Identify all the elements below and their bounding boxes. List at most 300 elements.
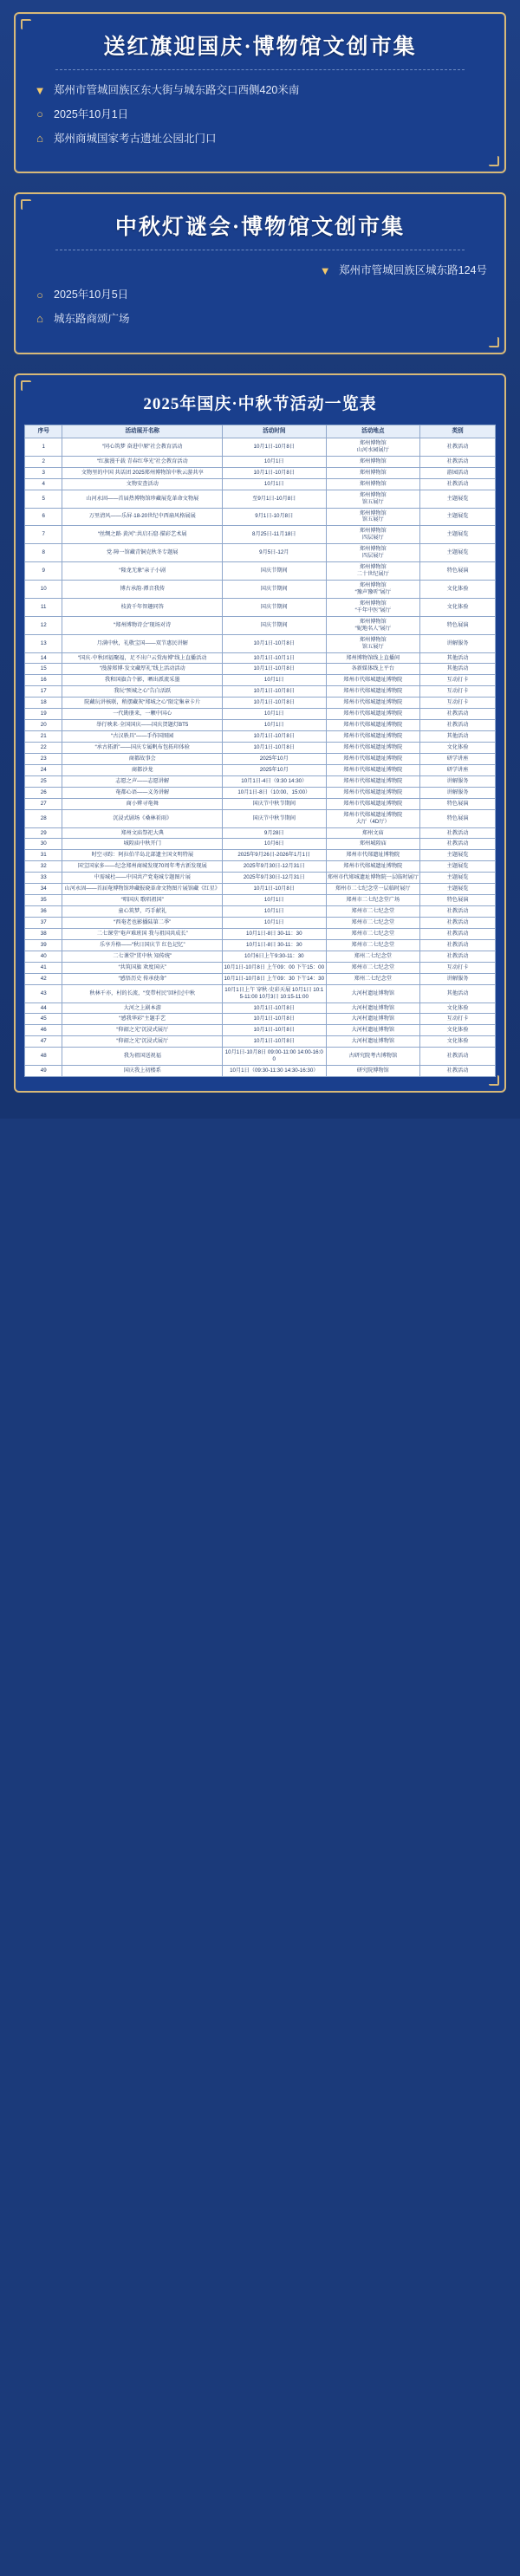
cell-time: 10月1日-10月8日 bbox=[223, 1025, 326, 1036]
cell-category: 主题展览 bbox=[420, 526, 496, 544]
activity-table-card bbox=[14, 373, 506, 1093]
cell-place: 郑州博物馆 馆五展厅 bbox=[326, 634, 420, 652]
cell-place: 郑州市二七纪念堂 bbox=[326, 962, 420, 973]
cell-category: 社教活动 bbox=[420, 720, 496, 731]
cell-category: 互动打卡 bbox=[420, 962, 496, 973]
cell-category: 互动打卡 bbox=[420, 675, 496, 686]
cell-index: 30 bbox=[25, 839, 62, 850]
cell-category: 社教活动 bbox=[420, 839, 496, 850]
table-row bbox=[25, 798, 496, 809]
cell-index: 4 bbox=[25, 478, 62, 490]
cell-time: 10月1日-10月8日 bbox=[223, 1014, 326, 1025]
cell-place: 郑州博物馆 馆五展厅 bbox=[326, 490, 420, 508]
table-row bbox=[25, 973, 496, 984]
cell-time: 10月1日-8日（10:00、15:00） bbox=[223, 787, 326, 798]
table-row bbox=[25, 490, 496, 508]
poster-page bbox=[0, 0, 520, 1119]
cell-category: 社教活动 bbox=[420, 827, 496, 839]
cell-index: 19 bbox=[25, 709, 62, 720]
cell-name: “郑州博物诗会”现场对诗 bbox=[62, 616, 223, 634]
cell-index: 11 bbox=[25, 598, 62, 616]
cell-place: 郑州市代郧城遗址博物院 bbox=[326, 686, 420, 698]
table-row bbox=[25, 478, 496, 490]
cell-time: 国庆节中秋节期间 bbox=[223, 798, 326, 809]
cell-place: 郑州博物馆 四层展厅 bbox=[326, 544, 420, 562]
cell-name: 二七课堂“贯中秋 知传统” bbox=[62, 951, 223, 962]
event-card-2 bbox=[14, 192, 506, 354]
cell-index: 12 bbox=[25, 616, 62, 634]
cell-index: 47 bbox=[25, 1036, 62, 1048]
cell-category: 社教活动 bbox=[420, 438, 496, 456]
cell-place: 郑州市代郧城遗址博物院 bbox=[326, 698, 420, 709]
cell-time: 10月1日-10月8日 bbox=[223, 664, 326, 675]
table-row bbox=[25, 884, 496, 895]
cell-time: 9月5日-12月 bbox=[223, 544, 326, 562]
cell-name: 志愿之声——志愿讲解 bbox=[62, 775, 223, 787]
table-row bbox=[25, 839, 496, 850]
cell-index: 13 bbox=[25, 634, 62, 652]
cell-place: 郑州博物馆 “妮地名人”展厅 bbox=[326, 616, 420, 634]
event-card-2-date: 2025年10月5日 bbox=[54, 289, 129, 301]
event-card-1-title: 送红旗迎国庆·博物馆文创市集 bbox=[103, 36, 417, 59]
cell-time: 10月6日上午9:30-11：30 bbox=[223, 951, 326, 962]
cell-name: “感我华彩”主题手艺 bbox=[62, 1014, 223, 1025]
cell-index: 15 bbox=[25, 664, 62, 675]
table-row bbox=[25, 809, 496, 827]
table-row bbox=[25, 743, 496, 754]
cell-time: 10月1日-8日 30-11：30 bbox=[223, 939, 326, 951]
cell-time: 10月1日 bbox=[223, 906, 326, 918]
cell-index: 20 bbox=[25, 720, 62, 731]
cell-category: 主题展览 bbox=[420, 508, 496, 526]
table-row bbox=[25, 675, 496, 686]
cell-name: 月满中秋，礼敬宝国——双节惠民讲解 bbox=[62, 634, 223, 652]
cell-time: 2025年9月30日-12月31日 bbox=[223, 873, 326, 884]
cell-name: “隆龙无象”亲子小剧 bbox=[62, 562, 223, 581]
table-row bbox=[25, 827, 496, 839]
cell-place: 郑州市代郧城遗址博物院 bbox=[326, 753, 420, 764]
cell-place: 郑州市代郧城遗址博物院 bbox=[326, 675, 420, 686]
cell-name: 文物里的中国 共话团 2025郑州博物馆中秋云游共享 bbox=[62, 467, 223, 478]
cell-time: 10月1日 bbox=[223, 720, 326, 731]
cell-name: 国宝国家多——纪念郑州商城发现70周年考古新发现展 bbox=[62, 861, 223, 873]
cell-name: “丝绸之路·黄河”:共启石窟·描彩艺术展 bbox=[62, 526, 223, 544]
table-row bbox=[25, 652, 496, 664]
cell-category: 互动打卡 bbox=[420, 686, 496, 698]
cell-category: 文化体验 bbox=[420, 1002, 496, 1014]
cell-time: 10月1日-10月8日 bbox=[223, 438, 326, 456]
cell-name: 商都沙龙 bbox=[62, 764, 223, 775]
cell-category: 主题展览 bbox=[420, 884, 496, 895]
cell-category: 文化体验 bbox=[420, 598, 496, 616]
cell-time: 国庆节期间 bbox=[223, 562, 326, 581]
cell-category: 主题展览 bbox=[420, 544, 496, 562]
cell-place: 郑州博物馆 “豫声豫听”展厅 bbox=[326, 581, 420, 599]
cell-time: 国庆节期间 bbox=[223, 598, 326, 616]
cell-time: 国庆节期间 bbox=[223, 616, 326, 634]
table-row bbox=[25, 850, 496, 861]
cell-name: 乐享升格——“秋日国庆节 红色记忆” bbox=[62, 939, 223, 951]
cell-name: 时空寻踪：阿拉伯半岛北部遗主国文明特展 bbox=[62, 850, 223, 861]
cell-place: 大河村遗址博物馆 bbox=[326, 1036, 420, 1048]
cell-name: 中需城杜——中国共产党奄城专题图片展 bbox=[62, 873, 223, 884]
cell-name: 党·障一馆藏青铜克秋冬专题展 bbox=[62, 544, 223, 562]
cell-index: 33 bbox=[25, 873, 62, 884]
cell-index: 17 bbox=[25, 686, 62, 698]
cell-category: 主题展览 bbox=[420, 850, 496, 861]
cell-time: 10月1日 bbox=[223, 895, 326, 906]
cell-category: 特色展演 bbox=[420, 798, 496, 809]
table-row bbox=[25, 581, 496, 599]
cell-index: 43 bbox=[25, 984, 62, 1002]
cell-index: 38 bbox=[25, 928, 62, 939]
cell-time: 10月1日-10月8日 bbox=[223, 467, 326, 478]
cell-time: 10月1日-10月8日 bbox=[223, 743, 326, 754]
event-card-1-date: 2025年10月1日 bbox=[54, 107, 129, 120]
table-row bbox=[25, 720, 496, 731]
cell-time: 2025年10月 bbox=[223, 764, 326, 775]
cell-index: 10 bbox=[25, 581, 62, 599]
cell-time: 至9月1日-10月8日 bbox=[223, 490, 326, 508]
table-row bbox=[25, 1002, 496, 1014]
table-row bbox=[25, 544, 496, 562]
cell-time: 10月1日-10月8日 上午09：30 下午14：30 bbox=[223, 973, 326, 984]
cell-time: 10月1日 bbox=[223, 456, 326, 467]
cell-name: “国庆·中秋团福聚福，足不出户云赏海博”线上直播活动 bbox=[62, 652, 223, 664]
table-row bbox=[25, 1066, 496, 1077]
cell-place: 郑州博物馆 bbox=[326, 467, 420, 478]
cell-time: 10月1日-10月8日 09:00-11:00 14:00-16:00 bbox=[223, 1048, 326, 1066]
cell-place: 郑州博物馆线上直播间 bbox=[326, 652, 420, 664]
cell-category: 文化体验 bbox=[420, 1036, 496, 1048]
cell-name: 沉浸式剧场《桑林祈雨》 bbox=[62, 809, 223, 827]
cell-name: 大河之上剧本游 bbox=[62, 1002, 223, 1014]
cell-time: 10月1日-10月8日 bbox=[223, 634, 326, 652]
table-row bbox=[25, 709, 496, 720]
cell-place: 郑州文庙 bbox=[326, 827, 420, 839]
cell-place: 大河村遗址博物馆 bbox=[326, 1014, 420, 1025]
cell-place: 郑州博物馆 bbox=[326, 478, 420, 490]
col-time: 活动时间 bbox=[223, 425, 326, 438]
table-row bbox=[25, 731, 496, 743]
cell-index: 49 bbox=[25, 1066, 62, 1077]
cell-name: “仰韶之光”沉浸式展厅 bbox=[62, 1036, 223, 1048]
cell-category: 社教活动 bbox=[420, 918, 496, 929]
cell-index: 31 bbox=[25, 850, 62, 861]
location-pin-icon: ▼ bbox=[34, 83, 46, 97]
cell-place: 郑州博物馆 “千年中医”展厅 bbox=[326, 598, 420, 616]
cell-place: 郑州博物馆 四层展厅 bbox=[326, 526, 420, 544]
event-card-2-venue: 城东路商颂广场 bbox=[54, 312, 130, 325]
cell-index: 29 bbox=[25, 827, 62, 839]
cell-index: 5 bbox=[25, 490, 62, 508]
cell-time: 10月1日-10月8日 bbox=[223, 1002, 326, 1014]
event-card-2-title: 中秋灯谜会·博物馆文创市集 bbox=[114, 216, 406, 240]
cell-time: 10月1日-10月8日 bbox=[223, 731, 326, 743]
cell-category: 社教活动 bbox=[420, 478, 496, 490]
cell-index: 6 bbox=[25, 508, 62, 526]
cell-time: 10月1日-8日 30-11：30 bbox=[223, 928, 326, 939]
table-row bbox=[25, 467, 496, 478]
event-card-1-location: 郑州市管城回族区东大街与城东路交口西侧420米南 bbox=[54, 84, 300, 96]
cell-place: 郑州市代郧城遗址博物院 bbox=[326, 764, 420, 775]
cell-place: 大河村遗址博物馆 bbox=[326, 984, 420, 1002]
cell-name: 童心筑梦，巧手献礼 bbox=[62, 906, 223, 918]
cell-time: 2025年10月 bbox=[223, 753, 326, 764]
cell-place: 郑州市二七纪念堂 bbox=[326, 928, 420, 939]
cell-name: 院藏玩讲核联，稍摆藏灰“郑城之心”限定集章卡片 bbox=[62, 698, 223, 709]
table-row bbox=[25, 775, 496, 787]
cell-name: 山河永固——首届奄博物馆珍藏报晓革命文物图片展馆藏《红星》 bbox=[62, 884, 223, 895]
cell-place: 郑州市代郧城遗址博物院一层临时展厅 bbox=[326, 873, 420, 884]
table-row bbox=[25, 753, 496, 764]
table-row bbox=[25, 562, 496, 581]
cell-time: 10月1日-10月1日 bbox=[223, 652, 326, 664]
cell-place: 郑州市代郧城遗址博物院 bbox=[326, 787, 420, 798]
cell-place: 郑州博物馆 bbox=[326, 456, 420, 467]
cell-index: 8 bbox=[25, 544, 62, 562]
cell-category: 特色展演 bbox=[420, 809, 496, 827]
cell-place: 郑州市二七纪念堂 bbox=[326, 918, 420, 929]
cell-name: “共筑国旗 欢度国庆” bbox=[62, 962, 223, 973]
table-row bbox=[25, 873, 496, 884]
cell-index: 48 bbox=[25, 1048, 62, 1066]
cell-category: 其他活动 bbox=[420, 664, 496, 675]
cell-index: 22 bbox=[25, 743, 62, 754]
cell-index: 1 bbox=[25, 438, 62, 456]
cell-place: 郑州市二七纪念堂广场 bbox=[326, 895, 420, 906]
cell-category: 研学讲座 bbox=[420, 753, 496, 764]
cell-category: 文化体验 bbox=[420, 581, 496, 599]
cell-place: 郑州市代郧城遗址博物院 bbox=[326, 720, 420, 731]
cell-category: 社教活动 bbox=[420, 1066, 496, 1077]
cell-index: 14 bbox=[25, 652, 62, 664]
table-row bbox=[25, 508, 496, 526]
cell-name: 举行映来·全国国庆——国庆贺题灯BT5 bbox=[62, 720, 223, 731]
cell-category: 讲解服务 bbox=[420, 787, 496, 798]
cell-category: 社教活动 bbox=[420, 906, 496, 918]
cell-category: 主题展览 bbox=[420, 861, 496, 873]
cell-place: 郑州市代郧城遗址博物院 bbox=[326, 709, 420, 720]
table-row bbox=[25, 1014, 496, 1025]
event-card-1-venue: 郑州商城国家考古遗址公园北门口 bbox=[54, 132, 217, 145]
cell-category: 文化体验 bbox=[420, 743, 496, 754]
cell-name: 博古承韵·潭音我传 bbox=[62, 581, 223, 599]
cell-time: 国庆节期间 bbox=[223, 581, 326, 599]
cell-time: 国庆节中秋节期间 bbox=[223, 809, 326, 827]
event-card-2-venue-row bbox=[33, 311, 487, 328]
cell-time: 10月1日-10月8日 bbox=[223, 686, 326, 698]
table-row bbox=[25, 787, 496, 798]
cell-place: 郑州市代郧遗址博物院 bbox=[326, 850, 420, 861]
table-row bbox=[25, 764, 496, 775]
cell-place: 郑州二七纪念堂 bbox=[326, 973, 420, 984]
cell-name: 山河永固——首届热博物馆珍藏展览革命文物展 bbox=[62, 490, 223, 508]
cell-name: 秋林千亦，村的长流，“变带村民”回村过中秋 bbox=[62, 984, 223, 1002]
cell-place: 郑州市代郧城遗址博物院 bbox=[326, 731, 420, 743]
cell-place: 古研究院考古博物馆 bbox=[326, 1048, 420, 1066]
table-row bbox=[25, 616, 496, 634]
cell-category: 讲解服务 bbox=[420, 775, 496, 787]
cell-index: 23 bbox=[25, 753, 62, 764]
cell-index: 40 bbox=[25, 951, 62, 962]
event-card-1-date-row bbox=[33, 107, 487, 123]
cell-name: 国庆我上初楼系 bbox=[62, 1066, 223, 1077]
cell-name: “红旗漫千载 青春红华光”社会教育活动 bbox=[62, 456, 223, 467]
cell-name: “感悟历史 传承使命” bbox=[62, 973, 223, 984]
cell-name: 我为祖国送祝福 bbox=[62, 1048, 223, 1066]
cell-category: 讲解服务 bbox=[420, 634, 496, 652]
table-row bbox=[25, 939, 496, 951]
col-index: 序号 bbox=[25, 425, 62, 438]
activity-table-body bbox=[25, 438, 496, 1076]
cell-name: 枝黄千年智趣同答 bbox=[62, 598, 223, 616]
table-row bbox=[25, 698, 496, 709]
cell-category: 特色展演 bbox=[420, 616, 496, 634]
cell-time: 10月1日-10月8日 bbox=[223, 1036, 326, 1048]
cell-time: 9月1日-10月8日 bbox=[223, 508, 326, 526]
cell-name: “同心筑梦 奋进中原”社会教育活动 bbox=[62, 438, 223, 456]
cell-place: 大河村遗址博物馆 bbox=[326, 1002, 420, 1014]
clock-icon: ○ bbox=[36, 288, 43, 302]
cell-category: 主题展览 bbox=[420, 490, 496, 508]
cell-name: 二七课堂“奄声难班国 我与祖国共成长” bbox=[62, 928, 223, 939]
cell-name: 商都故事会 bbox=[62, 753, 223, 764]
cell-time: 10月1日 bbox=[223, 478, 326, 490]
cell-category: 社教活动 bbox=[420, 939, 496, 951]
cell-name: 奄都心语——义务讲解 bbox=[62, 787, 223, 798]
cell-index: 42 bbox=[25, 973, 62, 984]
cell-index: 2 bbox=[25, 456, 62, 467]
cell-time: 2025年9月30日-12月31日 bbox=[223, 861, 326, 873]
col-category: 类别 bbox=[420, 425, 496, 438]
table-row bbox=[25, 438, 496, 456]
cell-category: 社教活动 bbox=[420, 951, 496, 962]
cell-index: 41 bbox=[25, 962, 62, 973]
cell-index: 7 bbox=[25, 526, 62, 544]
cell-place: 郑州博物馆 馆五展厅 bbox=[326, 508, 420, 526]
cell-place: 郑州市二七纪念堂一层临时展厅 bbox=[326, 884, 420, 895]
table-row bbox=[25, 861, 496, 873]
event-card-1 bbox=[14, 12, 506, 173]
table-row bbox=[25, 906, 496, 918]
cell-index: 28 bbox=[25, 809, 62, 827]
event-card-2-date-row bbox=[33, 287, 487, 303]
cell-place: 郑州市代郧城遗址博物院 bbox=[326, 775, 420, 787]
cell-category: 社教活动 bbox=[420, 709, 496, 720]
cell-index: 18 bbox=[25, 698, 62, 709]
cell-place: 郑州二七纪念堂 bbox=[326, 951, 420, 962]
cell-category: 互动打卡 bbox=[420, 1014, 496, 1025]
table-row bbox=[25, 1036, 496, 1048]
cell-place: 郑州市代郧城遗址博物院 bbox=[326, 861, 420, 873]
cell-index: 24 bbox=[25, 764, 62, 775]
event-card-2-location-row bbox=[33, 263, 487, 279]
table-header-row bbox=[25, 425, 496, 438]
cell-index: 37 bbox=[25, 918, 62, 929]
cell-index: 32 bbox=[25, 861, 62, 873]
cell-name: 一代勘册来，一颗中国心 bbox=[62, 709, 223, 720]
cell-index: 27 bbox=[25, 798, 62, 809]
cell-place: 大河村遗址博物馆 bbox=[326, 1025, 420, 1036]
table-row bbox=[25, 598, 496, 616]
table-row bbox=[25, 962, 496, 973]
cell-category: 特色展演 bbox=[420, 562, 496, 581]
cell-time: 10月1日-4日（9:30 14:30） bbox=[223, 775, 326, 787]
cell-time: 10月1日-10月8日 bbox=[223, 698, 326, 709]
table-row bbox=[25, 456, 496, 467]
cell-place: 郑州城隍庙 bbox=[326, 839, 420, 850]
cell-category: 社教活动 bbox=[420, 456, 496, 467]
table-row bbox=[25, 1048, 496, 1066]
table-row bbox=[25, 895, 496, 906]
cell-time: 10月1日 bbox=[223, 709, 326, 720]
cell-place: 郑州市二七纪念堂 bbox=[326, 939, 420, 951]
table-row bbox=[25, 686, 496, 698]
cell-name: 万里清风——乐屏·18-20世纪中西扇风格展展 bbox=[62, 508, 223, 526]
cell-category: 讲解服务 bbox=[420, 973, 496, 984]
cell-place: 郑州市二七纪念堂 bbox=[326, 906, 420, 918]
cell-time: 9月28日 bbox=[223, 827, 326, 839]
cell-index: 35 bbox=[25, 895, 62, 906]
cell-index: 16 bbox=[25, 675, 62, 686]
cell-time: 10月1日 bbox=[223, 675, 326, 686]
cell-category: 游园活动 bbox=[420, 467, 496, 478]
cell-time: 10月1日-10月8日 上午09：00 下午15：00 bbox=[223, 962, 326, 973]
cell-name: 文物安查活动 bbox=[62, 478, 223, 490]
table-row bbox=[25, 664, 496, 675]
cell-time: 8月25日-11月18日 bbox=[223, 526, 326, 544]
cell-time: 10月6日 bbox=[223, 839, 326, 850]
cell-name: “漫游郑博·发文藏厚礼”线上活动活动 bbox=[62, 664, 223, 675]
cell-time: 10月1日 bbox=[223, 918, 326, 929]
cell-name: 郑州文庙祭祀大典 bbox=[62, 827, 223, 839]
location-pin-icon: ▼ bbox=[319, 263, 331, 277]
event-card-2-location: 郑州市管城回族区城东路124号 bbox=[339, 264, 487, 277]
cell-index: 39 bbox=[25, 939, 62, 951]
venue-icon: ⌂ bbox=[36, 312, 43, 326]
table-row bbox=[25, 951, 496, 962]
cell-index: 26 bbox=[25, 787, 62, 798]
cell-place: 研究院博物馆 bbox=[326, 1066, 420, 1077]
cell-category: 社教活动 bbox=[420, 928, 496, 939]
cell-index: 3 bbox=[25, 467, 62, 478]
cell-name: “唱国庆 歌唱祖国” bbox=[62, 895, 223, 906]
cell-index: 46 bbox=[25, 1025, 62, 1036]
table-row bbox=[25, 928, 496, 939]
cell-index: 21 bbox=[25, 731, 62, 743]
cell-index: 9 bbox=[25, 562, 62, 581]
cell-name: 城隍庙中秋开门 bbox=[62, 839, 223, 850]
col-name: 活动展开名称 bbox=[62, 425, 223, 438]
cell-category: 其他活动 bbox=[420, 731, 496, 743]
cell-index: 45 bbox=[25, 1014, 62, 1025]
cell-name: “古汉轶具”——手作国图园 bbox=[62, 731, 223, 743]
cell-category: 主题展览 bbox=[420, 873, 496, 884]
col-place: 活动地点 bbox=[326, 425, 420, 438]
cell-category: 文化体验 bbox=[420, 1025, 496, 1036]
table-row bbox=[25, 526, 496, 544]
table-row bbox=[25, 634, 496, 652]
cell-place: 郑州博物馆 二十世纪展厅 bbox=[326, 562, 420, 581]
cell-time: 10月1日（09:30-11:30 14:30-16:30） bbox=[223, 1066, 326, 1077]
cell-place: 郑州博物馆 山河水园展厅 bbox=[326, 438, 420, 456]
cell-category: 其他活动 bbox=[420, 984, 496, 1002]
cell-time: 10月1日-10月8日 bbox=[223, 884, 326, 895]
cell-category: 其他活动 bbox=[420, 652, 496, 664]
cell-index: 34 bbox=[25, 884, 62, 895]
table-row bbox=[25, 918, 496, 929]
